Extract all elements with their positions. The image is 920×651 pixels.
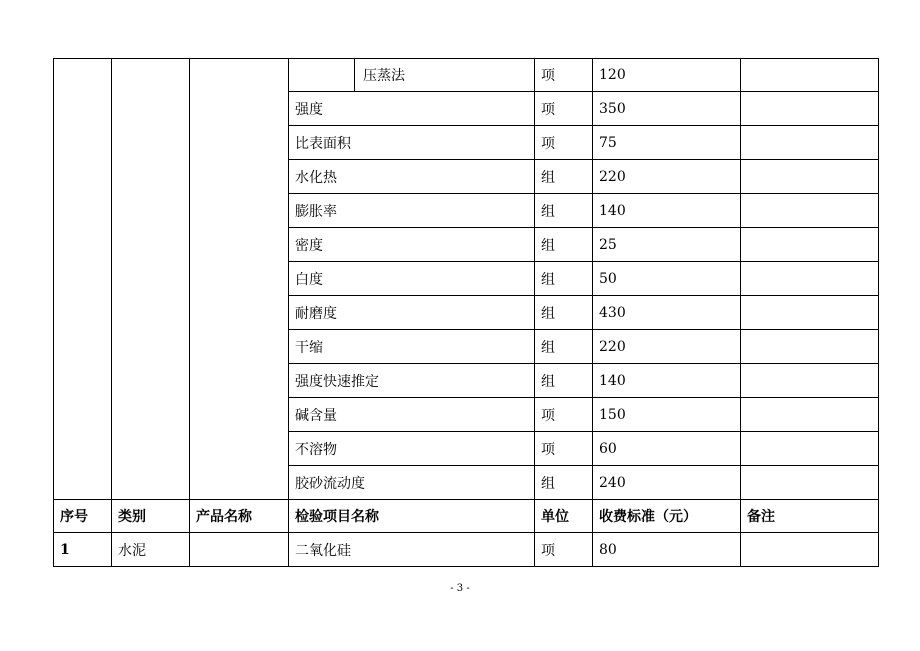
remark-cell (741, 296, 879, 330)
unit-cell: 组 (535, 262, 593, 296)
header-remark: 备注 (741, 500, 879, 533)
remark-cell (741, 533, 879, 567)
price-cell: 140 (593, 364, 741, 398)
table-row (54, 59, 879, 92)
product-cell-continued (190, 59, 289, 500)
item-cell: 白度 (289, 262, 535, 296)
price-cell: 80 (593, 533, 741, 567)
remark-cell (741, 160, 879, 194)
item-cell: 密度 (289, 228, 535, 262)
price-cell: 75 (593, 126, 741, 160)
unit-cell: 组 (535, 330, 593, 364)
unit-cell: 项 (535, 432, 593, 466)
unit-cell: 组 (535, 194, 593, 228)
item-cell: 强度快速推定 (289, 364, 535, 398)
page-number: - 3 - (450, 583, 470, 594)
header-unit: 单位 (535, 500, 593, 533)
unit-cell: 项 (535, 126, 593, 160)
no-cell: 1 (54, 533, 112, 567)
item-cell: 干缩 (289, 330, 535, 364)
header-price: 收费标准（元） (593, 500, 741, 533)
price-cell: 60 (593, 432, 741, 466)
remark-cell (741, 364, 879, 398)
price-cell: 50 (593, 262, 741, 296)
remark-cell (741, 262, 879, 296)
item-cell: 耐磨度 (289, 296, 535, 330)
remark-cell (741, 59, 879, 92)
unit-cell: 项 (535, 398, 593, 432)
remark-cell (741, 330, 879, 364)
remark-cell (741, 398, 879, 432)
unit-cell: 项 (535, 92, 593, 126)
price-cell: 350 (593, 92, 741, 126)
item-cell: 强度 (289, 92, 535, 126)
item-cell: 水化热 (289, 160, 535, 194)
unit-cell: 组 (535, 466, 593, 500)
header-product: 产品名称 (190, 500, 289, 533)
unit-cell: 组 (535, 228, 593, 262)
header-no: 序号 (54, 500, 112, 533)
product-cell (190, 533, 289, 567)
fee-table (53, 58, 879, 567)
no-cell-continued (54, 59, 112, 500)
sub-item-cell: 压蒸法 (355, 59, 535, 92)
price-cell: 140 (593, 194, 741, 228)
item-cell: 胶砂流动度 (289, 466, 535, 500)
price-cell: 430 (593, 296, 741, 330)
unit-cell: 组 (535, 296, 593, 330)
price-cell: 240 (593, 466, 741, 500)
price-cell: 220 (593, 330, 741, 364)
unit-cell: 项 (535, 533, 593, 567)
header-item: 检验项目名称 (289, 500, 535, 533)
item-cell: 不溶物 (289, 432, 535, 466)
category-cell: 水泥 (112, 533, 190, 567)
unit-cell: 组 (535, 160, 593, 194)
remark-cell (741, 92, 879, 126)
item-cell: 膨胀率 (289, 194, 535, 228)
item-group-cell (289, 59, 355, 92)
remark-cell (741, 466, 879, 500)
price-cell: 150 (593, 398, 741, 432)
price-cell: 220 (593, 160, 741, 194)
unit-cell: 组 (535, 364, 593, 398)
table-header-row (54, 500, 879, 533)
item-cell: 比表面积 (289, 126, 535, 160)
price-cell: 120 (593, 59, 741, 92)
item-cell: 二氧化硅 (289, 533, 535, 567)
price-cell: 25 (593, 228, 741, 262)
remark-cell (741, 228, 879, 262)
header-category: 类别 (112, 500, 190, 533)
category-cell-continued (112, 59, 190, 500)
remark-cell (741, 194, 879, 228)
remark-cell (741, 126, 879, 160)
item-cell: 碱含量 (289, 398, 535, 432)
remark-cell (741, 432, 879, 466)
unit-cell: 项 (535, 59, 593, 92)
table-row (54, 533, 879, 567)
